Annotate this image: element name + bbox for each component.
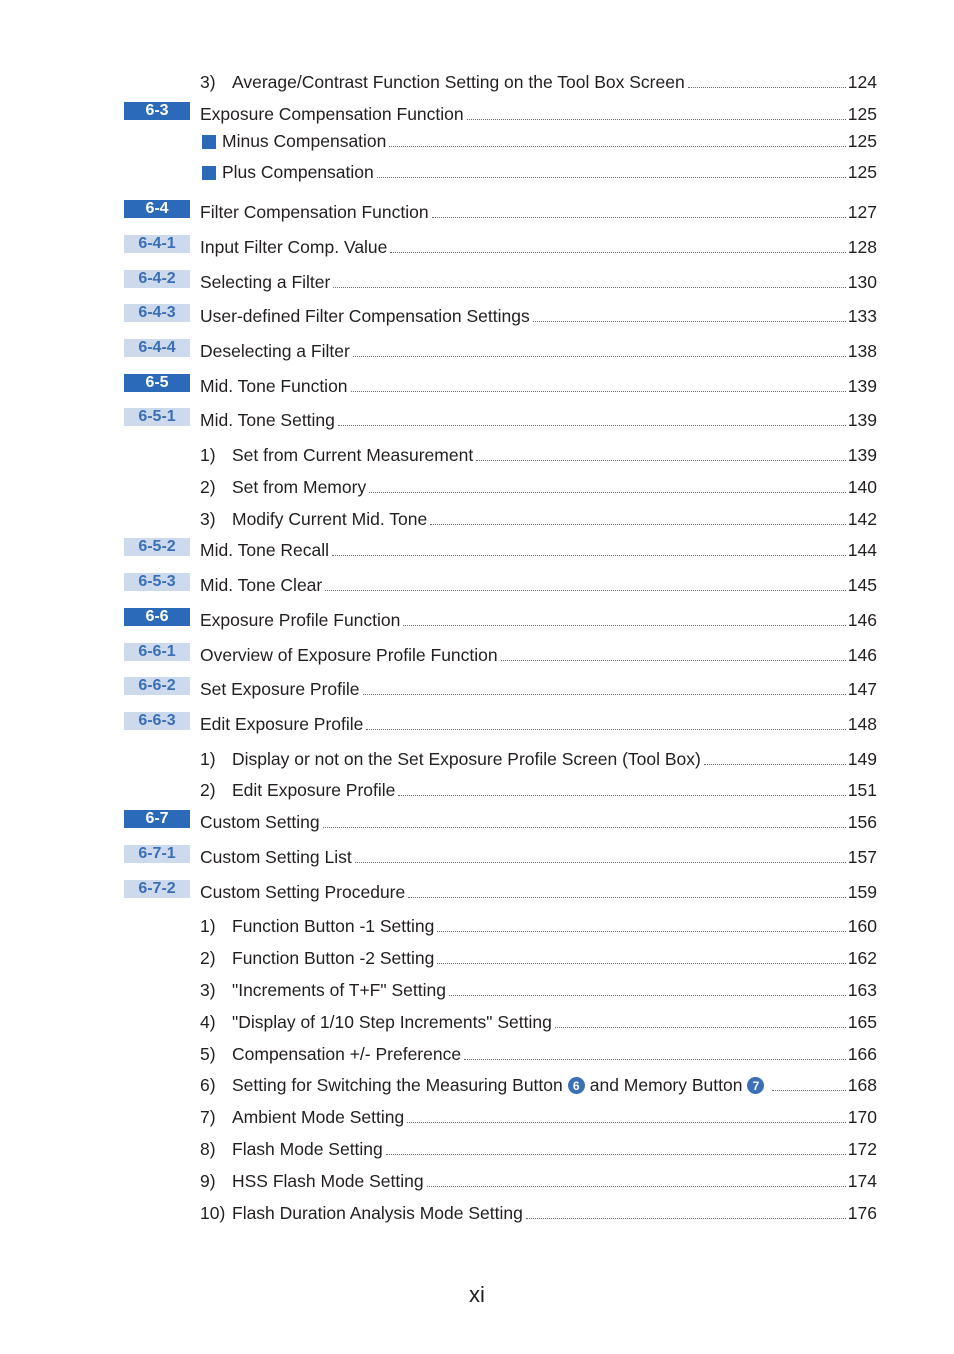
dot-leader: [555, 1027, 846, 1028]
dot-leader: [407, 1122, 846, 1123]
page-ref: 130: [847, 272, 877, 292]
toc-entry[interactable]: [124, 197, 877, 223]
section-badge: 6-5-1: [124, 408, 190, 426]
toc-entry-line[interactable]: [200, 157, 877, 183]
toc-entry-line[interactable]: [200, 371, 877, 397]
dot-leader: [398, 795, 845, 796]
toc-entry-line[interactable]: [200, 674, 877, 700]
page-ref: 172: [847, 1139, 877, 1159]
page-ref: 145: [847, 575, 877, 595]
toc-entry-line[interactable]: [200, 440, 877, 466]
toc-entry-line[interactable]: [200, 336, 877, 362]
page-ref: 125: [847, 104, 877, 124]
toc-entry[interactable]: [124, 1070, 877, 1096]
toc-entry[interactable]: [124, 535, 877, 561]
dot-leader: [332, 555, 846, 556]
toc-entry-line[interactable]: [200, 99, 877, 125]
dot-leader: [533, 321, 846, 322]
item-number: 1): [200, 916, 216, 936]
dot-leader: [323, 827, 846, 828]
item-number: 2): [200, 780, 216, 800]
page-ref: 146: [847, 610, 877, 630]
dot-leader: [351, 391, 846, 392]
toc-entry[interactable]: [124, 1102, 877, 1128]
page-ref: 128: [847, 237, 877, 257]
page-ref: 151: [847, 780, 877, 800]
dot-leader: [467, 119, 846, 120]
entry-title: Display or not on the Set Exposure Profile Screen (Tool Box): [232, 749, 701, 769]
section-badge: 6-4-4: [124, 339, 190, 357]
dot-leader: [390, 252, 845, 253]
entry-title: Function Button -2 Setting: [232, 948, 435, 968]
dot-leader: [437, 931, 845, 932]
square-bullet-icon: [202, 135, 216, 149]
toc-entry[interactable]: [124, 775, 877, 801]
dot-leader: [363, 694, 846, 695]
item-number: 6): [200, 1075, 216, 1095]
page-ref: 144: [847, 540, 877, 560]
dot-leader: [408, 897, 846, 898]
page-ref: 148: [847, 714, 877, 734]
toc-entry[interactable]: [124, 1039, 877, 1065]
page-ref: 139: [847, 410, 877, 430]
entry-title: Edit Exposure Profile: [232, 780, 396, 800]
entry-title: Mid. Tone Clear: [200, 575, 323, 595]
page-ref: 124: [847, 72, 877, 92]
page-ref: 156: [847, 812, 877, 832]
section-badge: 6-5: [124, 374, 190, 392]
page-ref: 168: [847, 1075, 877, 1095]
dot-leader: [501, 660, 846, 661]
entry-title: Custom Setting Procedure: [200, 882, 406, 902]
toc-entry[interactable]: [124, 975, 877, 1001]
page-ref: 139: [847, 445, 877, 465]
entry-title: Compensation +/- Preference: [232, 1044, 462, 1064]
entry-title: Overview of Exposure Profile Function: [200, 645, 498, 665]
dot-leader: [449, 995, 846, 996]
toc-entry-line[interactable]: [200, 67, 877, 93]
dot-leader: [325, 590, 846, 591]
page-ref: 140: [847, 477, 877, 497]
entry-title: Setting for Switching the Measuring Button: [232, 1075, 563, 1095]
toc-entry-line[interactable]: [200, 775, 877, 801]
page-ref: 162: [847, 948, 877, 968]
page-ref: 133: [847, 306, 877, 326]
entry-title: Exposure Compensation Function: [200, 104, 464, 124]
entry-title: Deselecting a Filter: [200, 341, 350, 361]
toc-entry-line[interactable]: [200, 877, 877, 903]
entry-title: and Memory Button: [589, 1075, 743, 1095]
toc-entry-line[interactable]: [200, 605, 877, 631]
toc-entry-line[interactable]: [200, 807, 877, 833]
item-number: 2): [200, 477, 216, 497]
toc-entry-line[interactable]: [200, 1198, 877, 1224]
entry-title: Mid. Tone Setting: [200, 410, 335, 430]
toc-entry-line[interactable]: [200, 842, 877, 868]
dot-leader: [427, 1186, 846, 1187]
section-badge: 6-4-1: [124, 235, 190, 253]
entry-title: Selecting a Filter: [200, 272, 331, 292]
toc-entry-line[interactable]: [200, 640, 877, 666]
toc-entry[interactable]: [124, 674, 877, 700]
page-ref: 165: [847, 1012, 877, 1032]
section-badge: 6-6-1: [124, 643, 190, 661]
entry-title: Plus Compensation: [222, 162, 374, 182]
toc-entry-line[interactable]: [200, 975, 877, 1001]
toc-entry-line[interactable]: [200, 943, 877, 969]
toc-entry[interactable]: [124, 301, 877, 327]
entry-title: Filter Compensation Function: [200, 202, 429, 222]
entry-title: User-defined Filter Compensation Settings: [200, 306, 530, 326]
page-ref: 166: [847, 1044, 877, 1064]
toc-entry[interactable]: [124, 440, 877, 466]
dot-leader: [704, 764, 846, 765]
toc-entry-line[interactable]: [200, 709, 877, 735]
toc-entry-line[interactable]: [200, 301, 877, 327]
toc-entry-line[interactable]: [200, 405, 877, 431]
item-number: 5): [200, 1044, 216, 1064]
item-number: 9): [200, 1171, 216, 1191]
toc-entry[interactable]: [124, 504, 877, 530]
toc-entry[interactable]: [124, 157, 877, 183]
toc-entry-line[interactable]: [200, 1102, 877, 1128]
toc-entry[interactable]: [124, 842, 877, 868]
item-number: 7): [200, 1107, 216, 1127]
item-number: 3): [200, 72, 216, 92]
page-number: xi: [469, 1282, 485, 1307]
dot-leader: [366, 729, 845, 730]
entry-title: Set Exposure Profile: [200, 679, 360, 699]
dot-leader: [333, 287, 845, 288]
page-ref: 170: [847, 1107, 877, 1127]
section-badge: 6-6: [124, 608, 190, 626]
section-badge: 6-4-2: [124, 270, 190, 288]
section-badge: 6-7-2: [124, 880, 190, 898]
dot-leader: [432, 217, 846, 218]
entry-title: Function Button -1 Setting: [232, 916, 435, 936]
section-badge: 6-3: [124, 102, 190, 120]
toc-entry[interactable]: [124, 1134, 877, 1160]
square-bullet-icon: [202, 166, 216, 180]
toc-entry[interactable]: [124, 267, 877, 293]
toc-entry-line[interactable]: [200, 1007, 877, 1033]
entry-title: Flash Mode Setting: [232, 1139, 383, 1159]
section-badge: 6-7-1: [124, 845, 190, 863]
toc-entry[interactable]: [124, 640, 877, 666]
entry-title: Exposure Profile Function: [200, 610, 401, 630]
toc-entry[interactable]: [124, 232, 877, 258]
entry-title: Edit Exposure Profile: [200, 714, 364, 734]
toc-entry-line[interactable]: [200, 197, 877, 223]
entry-title: Set from Memory: [232, 477, 367, 497]
entry-title: Flash Duration Analysis Mode Setting: [232, 1203, 523, 1223]
toc-entry-line[interactable]: [200, 1134, 877, 1160]
entry-title: Set from Current Measurement: [232, 445, 474, 465]
entry-title: Ambient Mode Setting: [232, 1107, 405, 1127]
dot-leader: [772, 1090, 845, 1091]
toc-entry[interactable]: [124, 67, 877, 93]
toc-entry[interactable]: [124, 1166, 877, 1192]
item-number: 3): [200, 509, 216, 529]
circled-number-icon: 6: [568, 1077, 585, 1094]
item-number: 8): [200, 1139, 216, 1159]
toc-entry[interactable]: [124, 371, 877, 397]
entry-title: Custom Setting List: [200, 847, 352, 867]
toc-entry[interactable]: [124, 126, 877, 152]
page-ref: 139: [847, 376, 877, 396]
section-badge: 6-7: [124, 810, 190, 828]
item-number: 10): [200, 1203, 226, 1223]
page-ref: 127: [847, 202, 877, 222]
entry-title: Input Filter Comp. Value: [200, 237, 388, 257]
toc-entry[interactable]: [124, 605, 877, 631]
item-number: 1): [200, 445, 216, 465]
page-ref: 147: [847, 679, 877, 699]
page-ref: 157: [847, 847, 877, 867]
section-badge: 6-4-3: [124, 304, 190, 322]
toc-entry-line[interactable]: [200, 1166, 877, 1192]
dot-leader: [688, 87, 846, 88]
toc-entry-line[interactable]: [200, 744, 877, 770]
entry-title: Modify Current Mid. Tone: [232, 509, 428, 529]
item-number: 2): [200, 948, 216, 968]
circled-number-icon: 7: [747, 1077, 764, 1094]
toc-entry[interactable]: [124, 472, 877, 498]
dot-leader: [389, 146, 845, 147]
dot-leader: [377, 177, 846, 178]
entry-title: Mid. Tone Recall: [200, 540, 330, 560]
entry-title: "Display of 1/10 Step Increments" Setting: [232, 1012, 552, 1032]
toc-entry-line[interactable]: [200, 1039, 877, 1065]
page-ref: 176: [847, 1203, 877, 1223]
toc-entry[interactable]: [124, 709, 877, 735]
page-ref: 160: [847, 916, 877, 936]
dot-leader: [369, 492, 846, 493]
dot-leader: [526, 1218, 846, 1219]
entry-title: Mid. Tone Function: [200, 376, 348, 396]
toc-entry[interactable]: [124, 911, 877, 937]
entry-title: Custom Setting: [200, 812, 320, 832]
entry-title: "Increments of T+F" Setting: [232, 980, 446, 1000]
dot-leader: [353, 356, 846, 357]
dot-leader: [355, 862, 846, 863]
toc-entry[interactable]: [124, 877, 877, 903]
page-ref: 149: [847, 749, 877, 769]
dot-leader: [430, 524, 846, 525]
page-ref: 138: [847, 341, 877, 361]
toc-entry[interactable]: [124, 336, 877, 362]
dot-leader: [338, 425, 846, 426]
toc-entry-line[interactable]: [200, 1070, 877, 1096]
toc-entry[interactable]: [124, 1007, 877, 1033]
section-badge: 6-6-2: [124, 677, 190, 695]
entry-title: HSS Flash Mode Setting: [232, 1171, 424, 1191]
toc-entry-line[interactable]: [200, 911, 877, 937]
toc-entry[interactable]: [124, 99, 877, 125]
page-ref: 159: [847, 882, 877, 902]
dot-leader: [476, 460, 846, 461]
dot-leader: [386, 1154, 846, 1155]
toc-entry[interactable]: [124, 570, 877, 596]
section-badge: 6-4: [124, 200, 190, 218]
page-ref: 174: [847, 1171, 877, 1191]
item-number: 3): [200, 980, 216, 1000]
section-badge: 6-5-2: [124, 538, 190, 556]
dot-leader: [403, 625, 845, 626]
toc-entry-line[interactable]: [200, 535, 877, 561]
page-ref: 163: [847, 980, 877, 1000]
page-ref: 146: [847, 645, 877, 665]
page-ref: 125: [847, 131, 877, 151]
item-number: 4): [200, 1012, 216, 1032]
toc-entry[interactable]: [124, 1198, 877, 1224]
toc-entry-line[interactable]: [200, 126, 877, 152]
section-badge: 6-5-3: [124, 573, 190, 591]
toc-entry-line[interactable]: [200, 504, 877, 530]
toc-entry[interactable]: [124, 807, 877, 833]
toc-entry-line[interactable]: [200, 232, 877, 258]
toc-entry[interactable]: [124, 943, 877, 969]
entry-title: Average/Contrast Function Setting on the Tool Box Screen: [232, 72, 685, 92]
dot-leader: [464, 1059, 846, 1060]
toc-entry-line[interactable]: [200, 472, 877, 498]
page-ref: 125: [847, 162, 877, 182]
toc-entry[interactable]: [124, 405, 877, 431]
section-badge: 6-6-3: [124, 712, 190, 730]
toc-entry-line[interactable]: [200, 570, 877, 596]
dot-leader: [437, 963, 845, 964]
item-number: 1): [200, 749, 216, 769]
entry-title: Minus Compensation: [222, 131, 387, 151]
toc-entry[interactable]: [124, 744, 877, 770]
page-ref: 142: [847, 509, 877, 529]
toc-entry-line[interactable]: [200, 267, 877, 293]
